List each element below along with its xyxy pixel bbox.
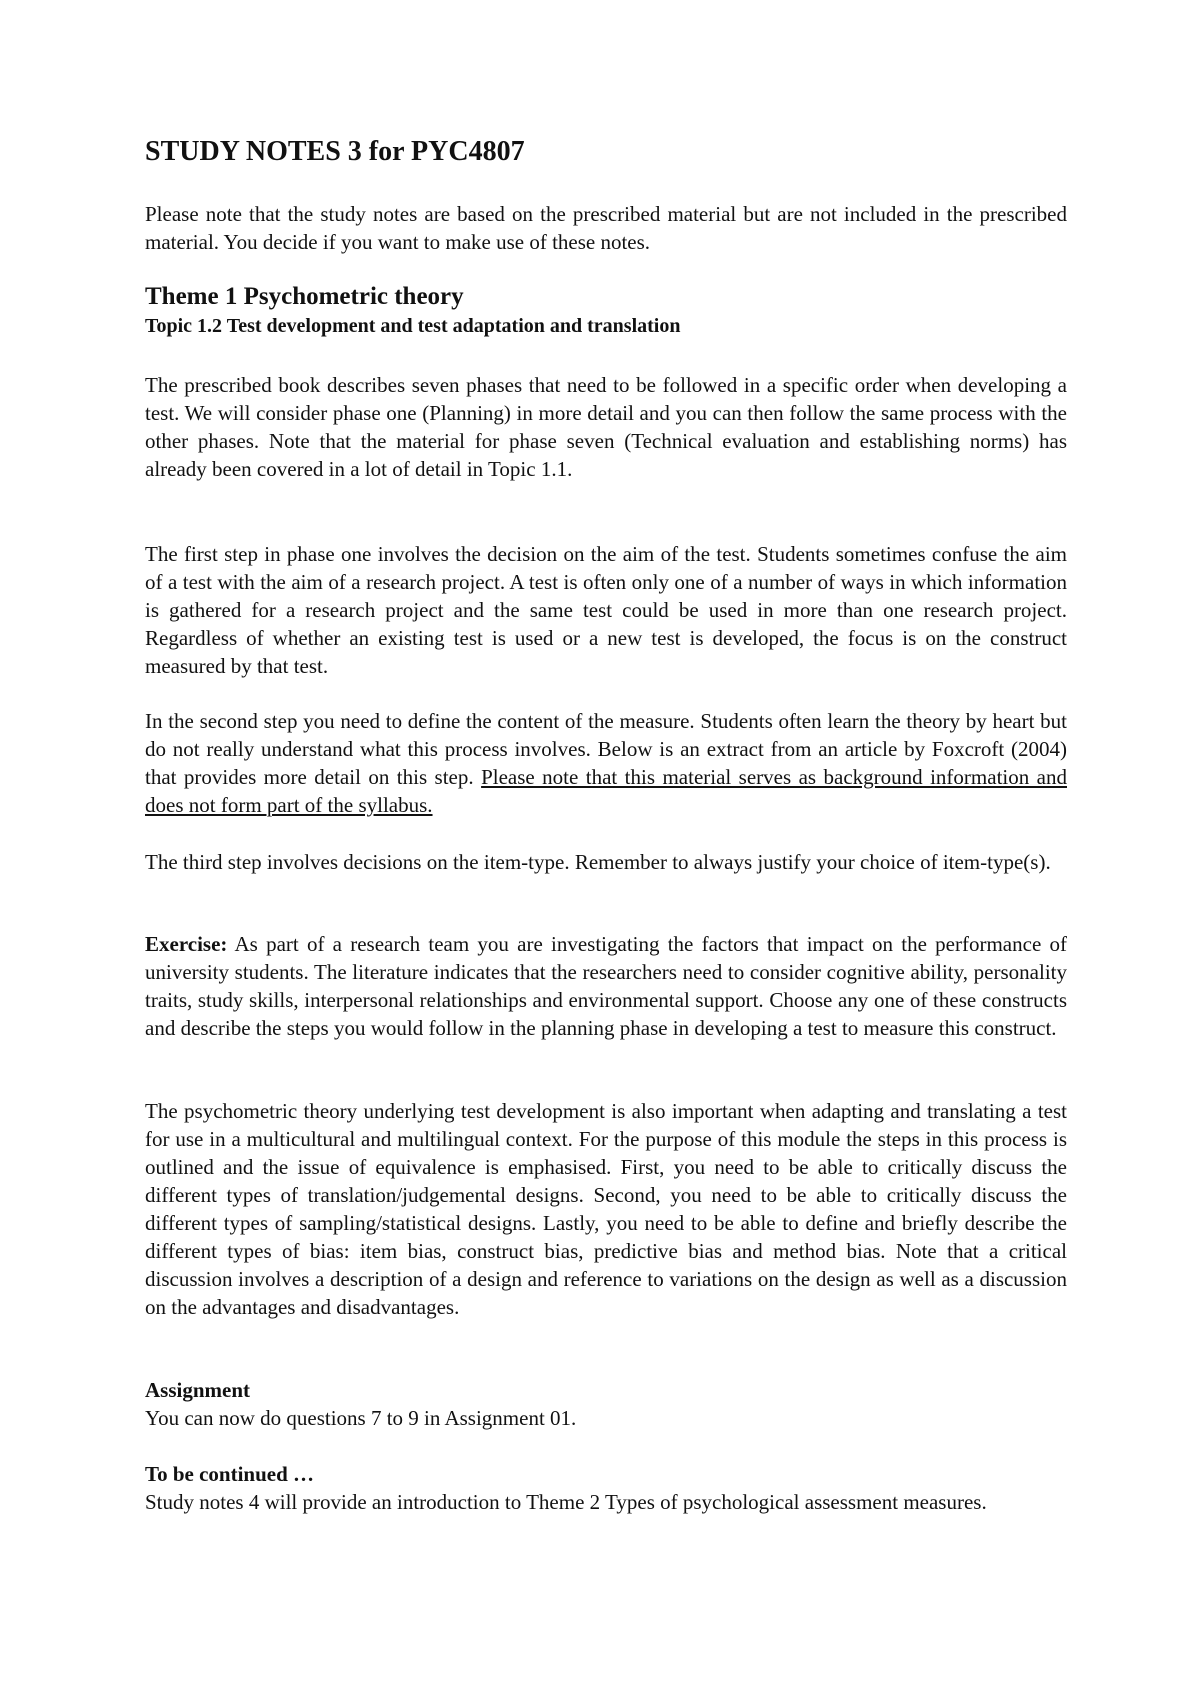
topic-heading: Topic 1.2 Test development and test adaptation and translation <box>145 315 681 337</box>
second-step-paragraph <box>145 707 1067 819</box>
intro-paragraph: Please note that the study notes are based on the prescribed material but are not included in the prescribed material. You decide if you want to make use of these notes. <box>145 202 1067 254</box>
continued-text: Study notes 4 will provide an introduction to Theme 2 Types of psychological assessment measures. <box>145 1490 987 1514</box>
exercise-text: As part of a research team you are investigating the factors that impact on the performance of university students. The literature indicates that the researchers need to consider cognitive ability, personality traits, study skills, interpersonal relationships and environmental support. Choose any one of these constructs and describe the steps you would follow in the planning phase in developing a test to measure this construct. <box>145 932 1067 1040</box>
continued-heading: To be continued … <box>145 1462 315 1486</box>
adaptation-paragraph: The psychometric theory underlying test development is also important when adapting and translating a test for use in a multicultural and multilingual context. For the purpose of this module the steps in this process is outlined and the issue of equivalence is emphasised. First, you need to be able to critically discuss the different types of translation/judgemental designs. Second, you need to be able to critically discuss the different types of sampling/statistical designs. Lastly, you need to be able to define and briefly describe the different types of bias: item bias, construct bias, predictive bias and method bias. Note that a critical discussion involves a description of a design and reference to variations on the design as well as a discussion on the advantages and disadvantages. <box>145 1099 1067 1319</box>
second-step-text: In the second step you need to define the content of the measure. Students often learn the theory by heart but do not really understand what this process involves. Below is an extract from an article by Foxcroft (2004) that provides more detail on this step. <box>145 709 1067 789</box>
first-step-paragraph: The first step in phase one involves the decision on the aim of the test. Students sometimes confuse the aim of a test with the aim of a research project. A test is often only one of a number of ways in which information is gathered for a research project and the same test could be used in more than one research project. Regardless of whether an existing test is used or a new test is developed, the focus is on the construct measured by that test. <box>145 542 1067 678</box>
syllabus-note: Please note that this material serves as background information and does not form part of the syllabus. <box>145 765 1067 817</box>
assignment-text: You can now do questions 7 to 9 in Assignment 01. <box>145 1406 577 1430</box>
assignment-heading: Assignment <box>145 1378 251 1402</box>
theme-heading: Theme 1 Psychometric theory <box>145 283 464 310</box>
exercise-paragraph <box>145 930 1067 1042</box>
phases-paragraph: The prescribed book describes seven phases that need to be followed in a specific order when developing a test. We will consider phase one (Planning) in more detail and you can then follow the same process with the other phases. Note that the material for phase seven (Technical evaluation and establishing norms) has already been covered in a lot of detail in Topic 1.1. <box>145 373 1067 481</box>
third-step-paragraph: The third step involves decisions on the item-type. Remember to always justify your choice of item-type(s). <box>145 850 1051 874</box>
exercise-label: Exercise: <box>145 932 228 956</box>
document-title: STUDY NOTES 3 for PYC4807 <box>145 136 525 167</box>
